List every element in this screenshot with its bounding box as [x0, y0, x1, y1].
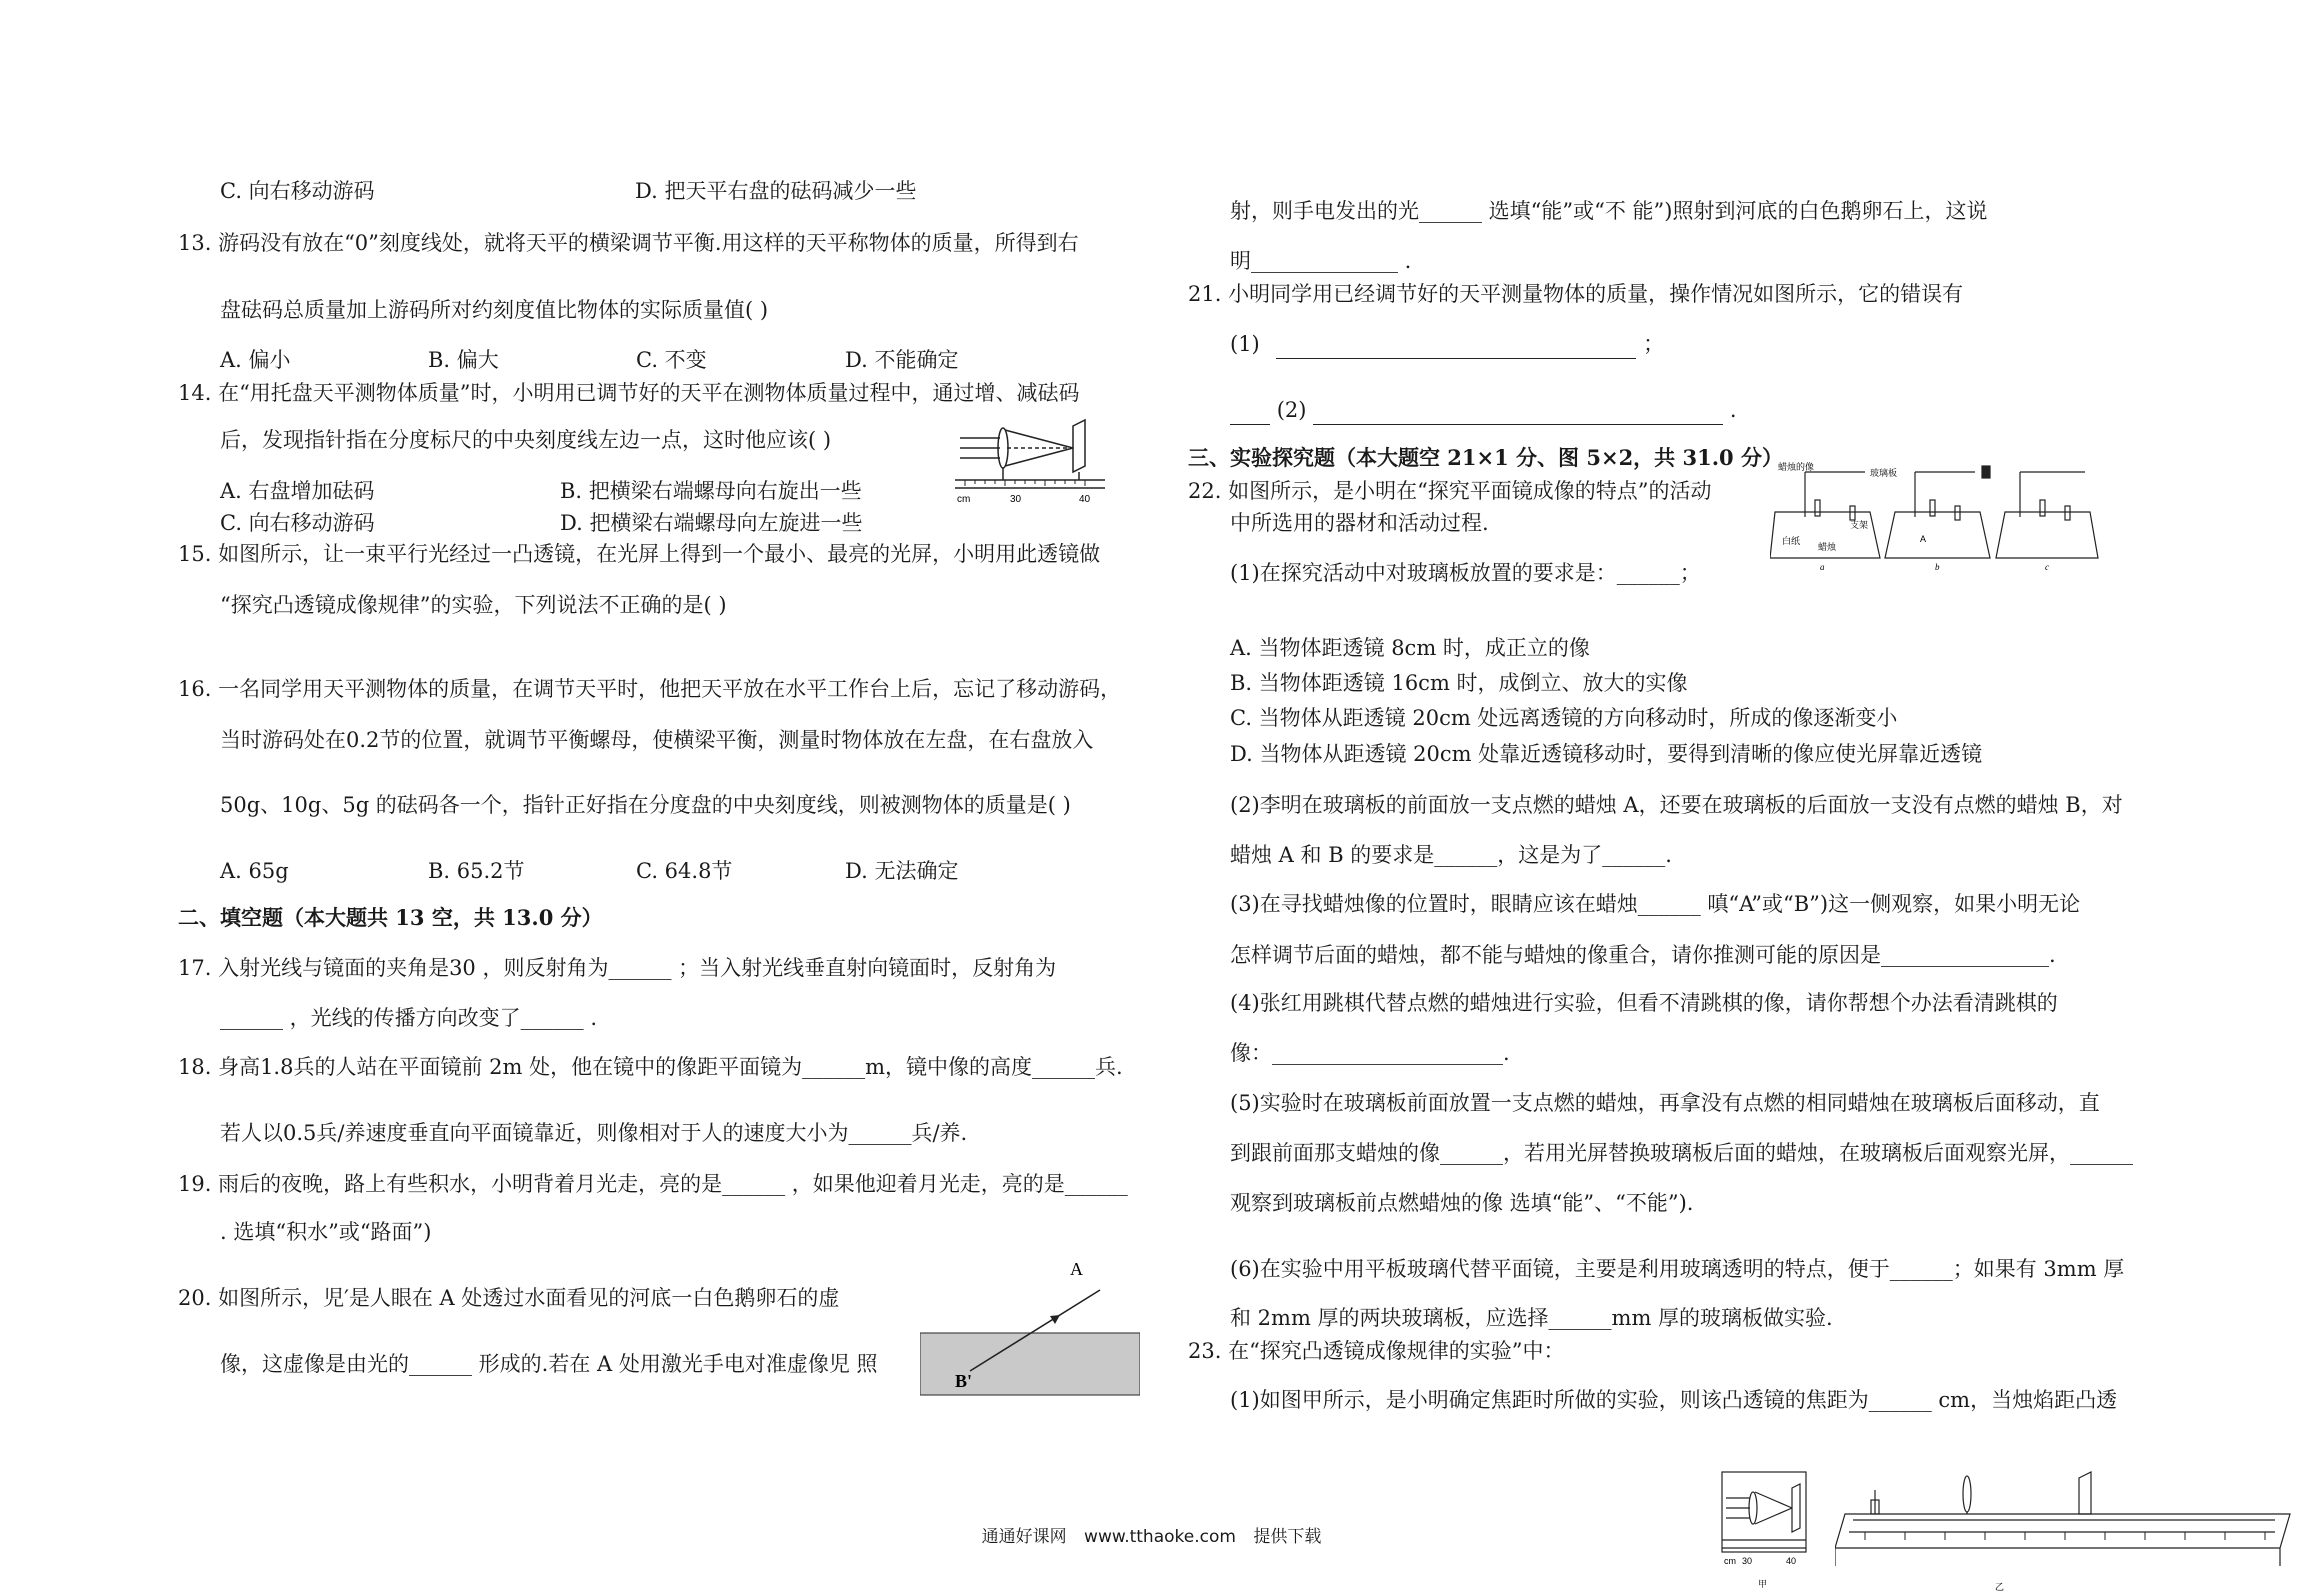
fig-label-c-lower: c	[2045, 562, 2049, 572]
q14-option-c: C. 向右移动游码	[220, 511, 375, 535]
q22-part5-line2: 到跟前面那支蜡烛的像______，若用光屏替换玻璃板后面的蜡烛，在玻璃板后面观察光屏，______	[1230, 1141, 2133, 1165]
q22-part3-line1: (3)在寻找蜡烛像的位置时，眼睛应该在蜡烛______ 嗔“A”或“B”)这一侧观察，如果小明无论	[1230, 892, 2081, 916]
q16-stem-line3: 50g、10g、5g 的砝码各一个，指针正好指在分度盘的中央刻度线，则被测物体的质量是( )	[220, 793, 1071, 817]
fig-label-candle: 蜡烛	[1818, 542, 1837, 552]
yi-label: 乙	[1995, 1582, 2005, 1592]
footer-note: 提供下载	[1253, 1527, 1322, 1547]
q16-option-d: D. 无法确定	[845, 859, 959, 883]
q13-stem-line2: 盘砝码总质量加上游码所对约刻度值比物体的实际质量值( )	[220, 298, 769, 322]
q22-part6-line2: 和 2mm 厚的两块玻璃板，应选择______mm 厚的玻璃板做实验.	[1230, 1306, 1833, 1330]
q18-stem-line1: 18. 身高1.8兵的人站在平面镜前 2m 处，他在镜中的像距平面镜为______m，镜中像的高度______兵.	[178, 1055, 1123, 1079]
q16-option-a: A. 65g	[220, 859, 289, 883]
q13-option-d: D. 不能确定	[845, 348, 959, 372]
q21-item2-end: .	[1729, 398, 1737, 422]
footer-url[interactable]: www.tthaoke.com	[1084, 1527, 1236, 1547]
q15-stem-line2: “探究凸透镜成像规律”的实验，下列说法不正确的是( )	[220, 593, 727, 617]
fig-tick-30: 30	[1010, 494, 1022, 505]
q21-item2	[1230, 395, 1737, 425]
q13-option-b: B. 偏大	[428, 348, 499, 372]
q14-stem-line1: 14. 在“用托盘天平测物体质量”时，小明用已调节好的天平在测物体质量过程中，通过增、减砝码	[178, 381, 1080, 405]
q19-stem-line2: . 选填“积水”或“路面”)	[220, 1220, 432, 1244]
q17-stem-line2: ______ ，光线的传播方向改变了______ .	[220, 1006, 598, 1030]
q13-option-a: A. 偏小	[220, 348, 291, 372]
section-2-heading: 二、填空题（本大题共 13 空，共 13.0 分）	[178, 905, 603, 930]
q18-stem-line2: 若人以0.5兵/养速度垂直向平面镜靠近，则像相对于人的速度大小为______兵/养.	[220, 1121, 968, 1145]
fig-label-stand: 支架	[1850, 520, 1869, 530]
q14-stem-line2: 后，发现指针指在分度标尺的中央刻度线左边一点，这时他应该( )	[220, 428, 832, 452]
q21-item1-end: ；	[1643, 332, 1665, 356]
q13-option-c: C. 不变	[636, 348, 707, 372]
q21-item1-label: (1)	[1230, 332, 1260, 356]
q22-option-d: D. 当物体从距透镜 20cm 处靠近透镜移动时，要得到清晰的像应使光屏靠近透镜	[1230, 742, 1983, 766]
q22-part5-line3: 观察到玻璃板前点燃蜡烛的像 选填“能”、“不能”).	[1230, 1191, 1694, 1215]
q20-stem-line1: 20. 如图所示，児′是人眼在 A 处透过水面看见的河底一白色鹅卵石的虚	[178, 1286, 840, 1310]
page-footer	[0, 1522, 2303, 1547]
plane-mirror-figure	[1770, 462, 2100, 572]
q15-stem-line1: 15. 如图所示，让一束平行光经过一凸透镜，在光屏上得到一个最小、最亮的光屏，小明用此透镜做	[178, 542, 1101, 566]
jia-tick-30: 30	[1742, 1556, 1753, 1566]
fig-tick-40: 40	[1079, 494, 1091, 505]
q22-option-a: A. 当物体距透镜 8cm 时，成正立的像	[1230, 636, 1590, 660]
q23-part1: (1)如图甲所示，是小明确定焦距时所做的实验，则该凸透镜的焦距为______ cm，当烛焰距凸透	[1230, 1388, 2118, 1412]
q22-part4-line2: 像：______________________.	[1230, 1041, 1510, 1065]
q13-stem-line1: 13. 游码没有放在“0”刻度线处，就将天平的横梁调节平衡.用这样的天平称物体的质量，所得到右	[178, 231, 1079, 255]
q22-stem-line1: 22. 如图所示，是小明在“探究平面镜成像的特点”的活动	[1188, 479, 1712, 503]
jia-tick-40: 40	[1786, 1556, 1797, 1566]
fig-label-b: B'	[955, 1371, 973, 1391]
q20-stem-line2: 像，这虚像是由光的______ 形成的.若在 A 处用激光手电对准虚像児 照	[220, 1352, 878, 1376]
q21-stem: 21. 小明同学用已经调节好的天平测量物体的质量，操作情况如图所示，它的错误有	[1188, 282, 1964, 306]
fig-label-candle-image: 蜡烛的像	[1778, 462, 1815, 472]
q22-part2-line2: 蜡烛 A 和 B 的要求是______，这是为了______.	[1230, 843, 1672, 867]
q21-blank2-lead	[1230, 404, 1270, 425]
q22-part1: (1)在探究活动中对玻璃板放置的要求是：______；	[1230, 561, 1701, 585]
fig-label-glass: 玻璃板	[1870, 468, 1898, 478]
q23-stem: 23. 在“探究凸透镜成像规律的实验”中：	[1188, 1339, 1565, 1363]
fig-label-b-lower: b	[1935, 562, 1940, 572]
q17-stem-line1: 17. 入射光线与镜面的夹角是30 ，则反射角为______ ；当入射光线垂直射向镜面时，反射角为	[178, 956, 1057, 980]
jia-label: 甲	[1758, 1579, 1768, 1589]
jia-tick-cm: cm	[1724, 1556, 1736, 1566]
q14-option-d: D. 把横梁右端螺母向左旋进一些	[560, 511, 863, 535]
water-region	[920, 1333, 1140, 1395]
q21-item2-label: (2)	[1276, 398, 1307, 422]
q16-stem-line2: 当时游码处在0.2节的位置，就调节平衡螺母，使横梁平衡，测量时物体放在左盘，在右盘放入	[220, 728, 1094, 752]
q22-part2-line1: (2)李明在玻璃板的前面放一支点燃的蜡烛 A，还要在玻璃板的后面放一支没有点燃的蜡烛 B，对	[1230, 793, 2123, 817]
fig-label-a-lower: a	[1820, 562, 1825, 572]
q22-option-c: C. 当物体从距透镜 20cm 处远离透镜的方向移动时，所成的像逐渐变小	[1230, 706, 1898, 730]
q20-cont-line2: 明______________ .	[1230, 249, 1412, 273]
q22-part6-line1: (6)在实验中用平板玻璃代替平面镜，主要是利用玻璃透明的特点，便于______；如果有 3mm 厚	[1230, 1257, 2125, 1281]
q20-cont-line1: 射，则手电发出的光______ 选填“能”或“不 能”)照射到河底的白色鹅卵石上，这说	[1230, 199, 1988, 223]
fig-label-paper: 白纸	[1782, 536, 1801, 546]
q22-part4-line1: (4)张红用跳棋代替点燃的蜡烛进行实验，但看不清跳棋的像，请你帮想个办法看清跳棋的	[1230, 991, 2058, 1015]
q12-option-d: D. 把天平右盘的砝码减少一些	[635, 179, 917, 203]
q12-option-c: C. 向右移动游码	[220, 179, 375, 203]
q16-option-c: C. 64.8节	[636, 859, 733, 883]
footer-site: 通通好课网	[981, 1527, 1067, 1547]
q22-part5-line1: (5)实验时在玻璃板前面放置一支点燃的蜡烛，再拿没有点燃的相同蜡烛在玻璃板后面移动，直	[1230, 1091, 2100, 1115]
lens-focus-figure	[955, 416, 1105, 506]
q14-option-b: B. 把横梁右端螺母向右旋出一些	[560, 479, 862, 503]
q21-blank1[interactable]	[1276, 338, 1636, 359]
q16-option-b: B. 65.2节	[428, 859, 525, 883]
section-3-heading: 三、实验探究题（本大题空 21×1 分、图 5×2，共 31.0 分）	[1188, 445, 1783, 470]
fig-label-a: A	[1070, 1259, 1083, 1279]
q16-stem-line1: 16. 一名同学用天平测物体的质量，在调节天平时，他把天平放在水平工作台上后，忘记了移动游码，	[178, 677, 1122, 701]
q22-option-b: B. 当物体距透镜 16cm 时，成倒立、放大的实像	[1230, 671, 1688, 695]
q22-part3-line2: 怎样调节后面的蜡烛，都不能与蜡烛的像重合，请你推测可能的原因是________________.	[1230, 943, 2056, 967]
q14-option-a: A. 右盘增加砝码	[220, 479, 375, 503]
fig-label-candle-a: A	[1920, 534, 1927, 544]
q21-blank2[interactable]	[1313, 404, 1723, 425]
water-refraction-figure	[920, 1258, 1140, 1398]
q19-stem-line1: 19. 雨后的夜晚，路上有些积水，小明背着月光走，亮的是______ ，如果他迎着月光走，亮的是______	[178, 1172, 1128, 1196]
q21-item1	[1230, 329, 1664, 359]
q22-stem-line2: 中所选用的器材和活动过程.	[1230, 511, 1489, 535]
fig-tick-cm: cm	[957, 494, 971, 505]
